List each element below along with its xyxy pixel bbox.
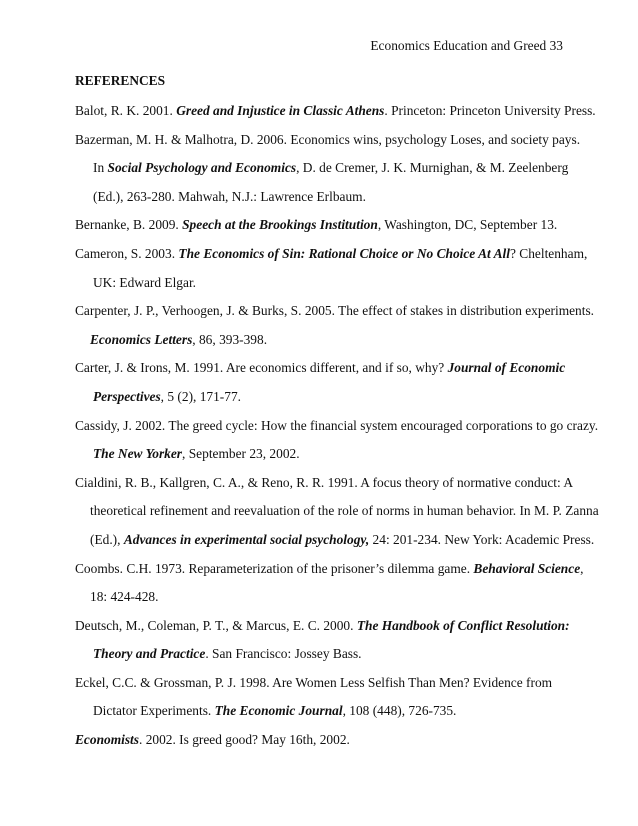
reference-bernanke: Bernanke, B. 2009. Speech at the Brookings Institution, Washington, DC, September 13.: [75, 217, 558, 233]
reference-eckel: Eckel, C.C. & Grossman, P. J. 1998. Are Women Less Selfish Than Men? Evidence from: [75, 674, 553, 690]
reference-bazerman-cont: In Social Psychology and Economics, D. de Cremer, J. K. Murnighan, & M. Zeelenberg: [93, 160, 569, 176]
running-head: Economics Education and Greed 33: [370, 38, 563, 53]
reference-title: Theory and Practice: [93, 646, 206, 662]
reference-title: The Economic Journal: [214, 703, 343, 719]
reference-title: Social Psychology and Economics: [107, 160, 297, 176]
reference-carter: Carter, J. & Irons, M. 1991. Are economics different, and if so, why? Journal of Economic: [75, 360, 566, 376]
reference-list: [75, 103, 599, 761]
reference-cassidy-cont: The New Yorker, September 23, 2002.: [93, 446, 300, 462]
reference-title: The Economics of Sin: Rational Choice or No Choice At All: [178, 245, 510, 261]
reference-cameron-cont: UK: Edward Elgar.: [93, 274, 197, 290]
section-title: REFERENCES: [75, 73, 166, 88]
reference-title: Economists: [75, 732, 139, 748]
reference-coombs: Coombs. C.H. 1973. Reparameterization of the prisoner’s dilemma game. Behavioral Science,: [75, 560, 584, 576]
reference-title: The Handbook of Conflict Resolution:: [356, 617, 570, 633]
reference-title: The New Yorker: [93, 446, 183, 462]
reference-title: Behavioral Science: [473, 560, 581, 576]
reference-title: Greed and Injustice in Classic Athens: [176, 103, 385, 118]
reference-bazerman-cont: (Ed.), 263-280. Mahwah, N.J.: Lawrence Erlbaum.: [93, 188, 366, 204]
reference-title: Journal of Economic: [447, 360, 566, 376]
reference-title: Speech at the Brookings Institution: [182, 217, 378, 233]
reference-cassidy: Cassidy, J. 2002. The greed cycle: How the financial system encouraged corporations to go crazy.: [75, 417, 599, 433]
reference-carpenter: Carpenter, J. P., Verhoogen, J. & Burks, S. 2005. The effect of stakes in distribution experiments.: [75, 303, 595, 319]
reference-economists: Economists. 2002. Is greed good? May 16th, 2002.: [75, 732, 350, 748]
reference-cialdini-cont: theoretical refinement and reevaluation of the role of norms in human behavior. In M. P. Zanna: [90, 503, 599, 519]
reference-bazerman: Bazerman, M. H. & Malhotra, D. 2006. Economics wins, psychology Loses, and society pays.: [75, 131, 581, 147]
reference-title: Perspectives: [93, 388, 161, 404]
reference-deutsch-cont: Theory and Practice. San Francisco: Jossey Bass.: [93, 646, 362, 662]
reference-title: Economics Letters: [90, 331, 193, 347]
reference-title: Advances in experimental social psychology,: [123, 531, 370, 547]
reference-cialdini: Cialdini, R. B., Kallgren, C. A., & Reno, R. R. 1991. A focus theory of normative conduct: A: [75, 474, 574, 490]
reference-carter-cont: Perspectives, 5 (2), 171-77.: [93, 388, 242, 404]
reference-eckel-cont: Dictator Experiments. The Economic Journal, 108 (448), 726-735.: [93, 703, 457, 719]
reference-cialdini-cont: (Ed.), Advances in experimental social psychology, 24: 201-234. New York: Academic Press.: [90, 531, 595, 547]
reference-cameron: Cameron, S. 2003. The Economics of Sin: Rational Choice or No Choice At All? Cheltenham,: [75, 245, 588, 261]
reference-coombs-cont: 18: 424-428.: [90, 589, 159, 605]
reference-carpenter-cont: Economics Letters, 86, 393-398.: [90, 331, 268, 347]
reference-balot: Balot, R. K. 2001. Greed and Injustice in Classic Athens. Princeton: Princeton University Press.: [75, 103, 596, 118]
reference-deutsch: Deutsch, M., Coleman, P. T., & Marcus, E. C. 2000. The Handbook of Conflict Resolution:: [75, 617, 570, 633]
